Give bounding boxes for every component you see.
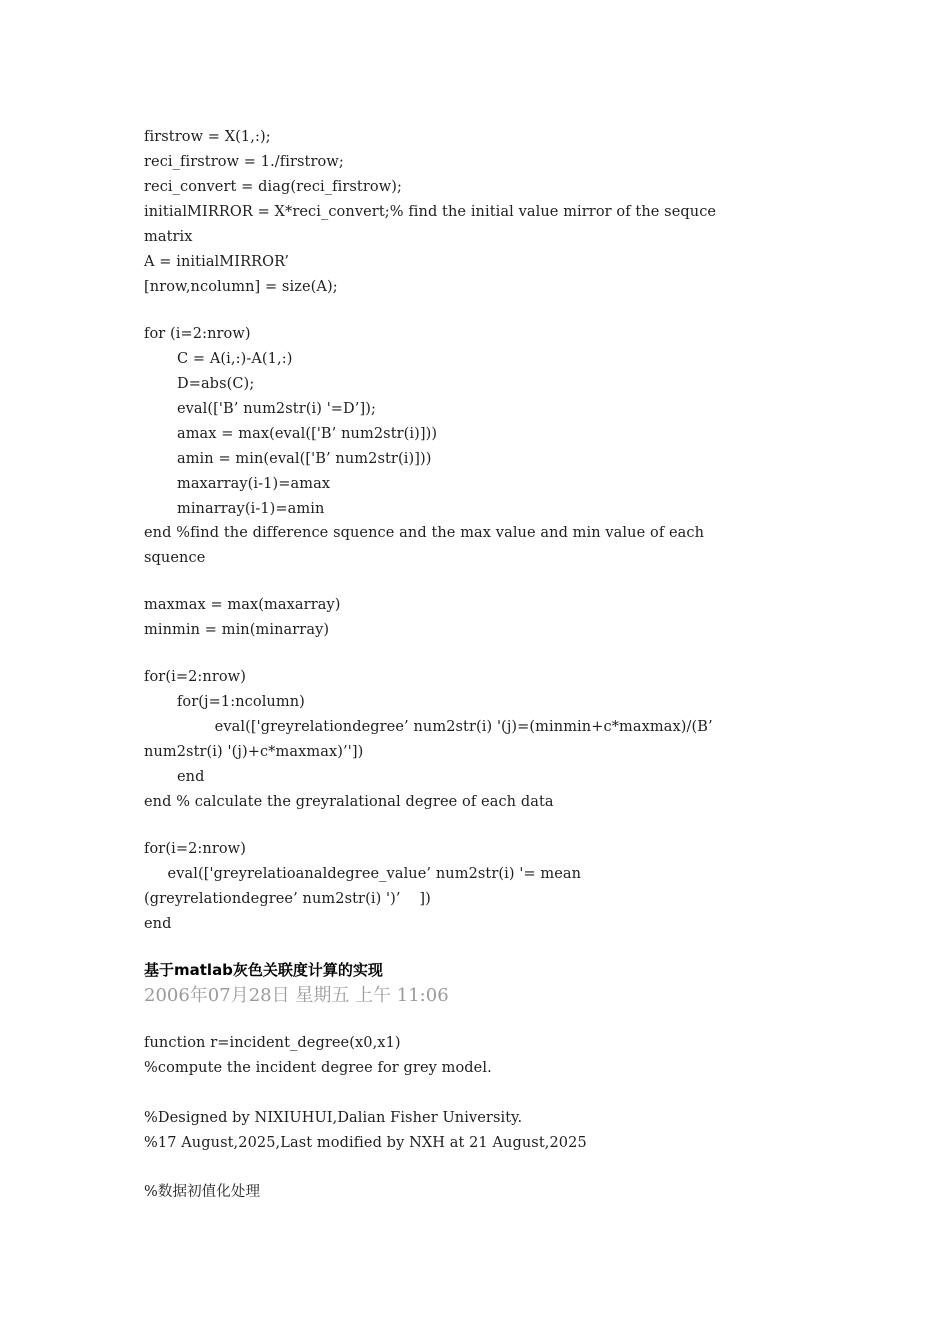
code-line: %Designed by NIXIUHUI,Dalian Fisher University.: [144, 1110, 523, 1126]
code-line: (greyrelationdegree’ num2str(i) ')’ ]): [144, 891, 431, 907]
code-line: end %find the difference squence and the max value and min value of each: [144, 525, 705, 541]
code-line: for(i=2:nrow): [144, 669, 246, 685]
code-line: amin = min(eval(['B’ num2str(i)])): [144, 451, 432, 467]
code-line: reci_firstrow = 1./firstrow;: [144, 154, 344, 170]
code-line: %17 August,2025,Last modified by NXH at 21 August,2025: [144, 1135, 587, 1151]
code-line: matrix: [144, 229, 193, 245]
code-line: for (i=2:nrow): [144, 326, 251, 342]
code-line: num2str(i) '(j)+c*maxmax)’']): [144, 744, 364, 760]
code-line: D=abs(C);: [144, 376, 255, 392]
code-line: maxarray(i-1)=amax: [144, 476, 331, 492]
code-line: maxmax = max(maxarray): [144, 597, 341, 613]
code-line: %compute the incident degree for grey model.: [144, 1060, 492, 1076]
code-line: minarray(i-1)=amin: [144, 501, 325, 517]
article-title: 基于matlab灰色关联度计算的实现: [144, 961, 383, 979]
code-line: function r=incident_degree(x0,x1): [144, 1035, 401, 1051]
code-line: eval(['greyrelationdegree’ num2str(i) '(j)=(minmin+c*maxmax)/(B’: [144, 719, 713, 735]
code-line: eval(['greyrelatioanaldegree_value’ num2str(i) '= mean: [144, 866, 582, 882]
code-line: eval(['B’ num2str(i) '=D’]);: [144, 401, 376, 417]
code-line: end: [144, 769, 205, 785]
code-line: end: [144, 916, 172, 932]
code-line: %数据初值化处理: [144, 1184, 261, 1200]
code-line: for(i=2:nrow): [144, 841, 246, 857]
code-line: squence: [144, 550, 206, 566]
code-line: end % calculate the greyralational degree of each data: [144, 794, 554, 810]
code-line: firstrow = X(1,:);: [144, 129, 271, 145]
code-line: A = initialMIRROR’: [144, 254, 290, 270]
code-line: reci_convert = diag(reci_firstrow);: [144, 179, 402, 195]
code-line: minmin = min(minarray): [144, 622, 330, 638]
code-line: for(j=1:ncolumn): [144, 694, 305, 710]
code-line: [nrow,ncolumn] = size(A);: [144, 279, 338, 295]
code-line: amax = max(eval(['B’ num2str(i)])): [144, 426, 438, 442]
code-line: initialMIRROR = X*reci_convert;% find the initial value mirror of the sequce: [144, 204, 717, 220]
article-date: 2006年07月28日 星期五 上午 11:06: [144, 985, 449, 1006]
code-line: C = A(i,:)-A(1,:): [144, 351, 293, 367]
